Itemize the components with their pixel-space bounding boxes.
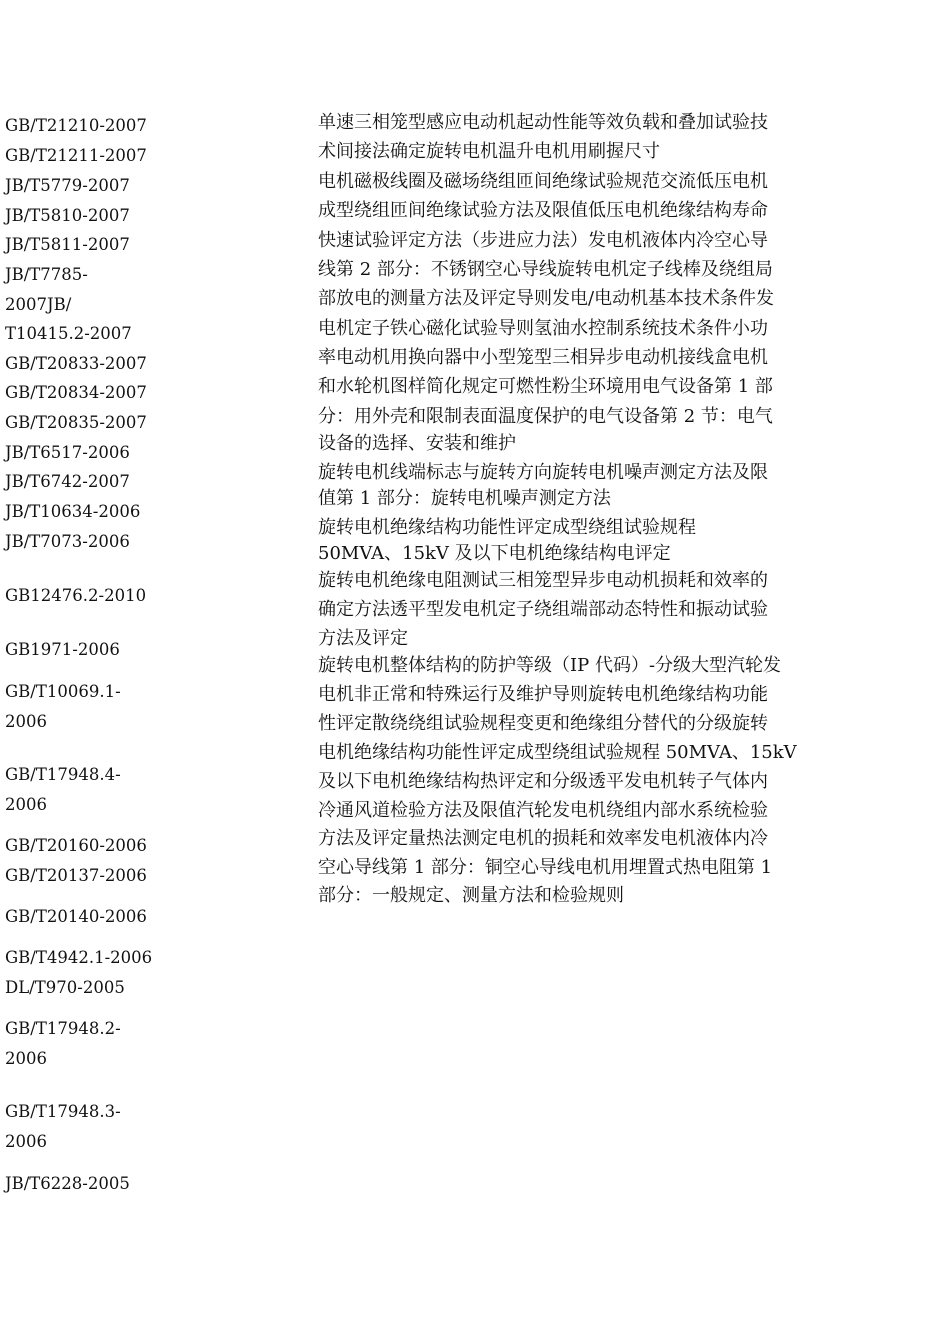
text-line: 性评定散绕绕组试验规程变更和绝缘组分替代的分级旋转 bbox=[318, 713, 768, 734]
text-line: 值第 1 部分：旋转电机噪声测定方法 bbox=[318, 488, 611, 509]
standard-code: 2006 bbox=[5, 1049, 47, 1068]
standard-code: 2006 bbox=[5, 712, 47, 731]
standard-code: JB/T5779-2007 bbox=[5, 176, 130, 195]
text-line: 电机绝缘结构功能性评定成型绕组试验规程 50MVA、15kV bbox=[318, 742, 797, 763]
standard-code: JB/T5811-2007 bbox=[5, 235, 130, 254]
standard-code: JB/T7785- bbox=[5, 265, 88, 284]
standard-code: GB/T20834-2007 bbox=[5, 383, 147, 402]
standard-code: JB/T5810-2007 bbox=[5, 206, 130, 225]
standard-code: T10415.2-2007 bbox=[5, 324, 132, 343]
text-line: 单速三相笼型感应电动机起动性能等效负载和叠加试验技 bbox=[318, 112, 768, 133]
standard-codes-column bbox=[5, 116, 155, 1193]
text-line: 电机磁极线圈及磁场绕组匝间绝缘试验规范交流低压电机 bbox=[318, 171, 768, 192]
text-line: 电机非正常和特殊运行及维护导则旋转电机绝缘结构功能 bbox=[318, 684, 768, 705]
text-line: 电机定子铁心磁化试验导则氢油水控制系统技术条件小功 bbox=[318, 318, 768, 339]
text-line: 术间接法确定旋转电机温升电机用刷握尺寸 bbox=[318, 141, 660, 162]
text-line: 方法及评定 bbox=[318, 628, 408, 649]
standard-code: GB/T21211-2007 bbox=[5, 146, 147, 165]
text-line: 成型绕组匝间绝缘试验方法及限值低压电机绝缘结构寿命 bbox=[318, 200, 768, 221]
standard-code: JB/T10634-2006 bbox=[5, 502, 141, 521]
standard-code: GB/T20140-2006 bbox=[5, 907, 147, 926]
standard-code: JB/T6742-2007 bbox=[5, 472, 130, 491]
standard-code: GB/T20160-2006 bbox=[5, 836, 147, 855]
text-line: 冷通风道检验方法及限值汽轮发电机绕组内部水系统检验 bbox=[318, 800, 768, 821]
standard-code: 2006 bbox=[5, 795, 47, 814]
standard-code: DL/T970-2005 bbox=[5, 978, 125, 997]
text-line: 线第 2 部分：不锈钢空心导线旋转电机定子线棒及绕组局 bbox=[318, 259, 773, 280]
standard-code: GB/T21210-2007 bbox=[5, 116, 147, 135]
standard-code: JB/T6228-2005 bbox=[5, 1174, 130, 1193]
text-line: 及以下电机绝缘结构热评定和分级透平发电机转子气体内 bbox=[318, 771, 768, 792]
standard-code: JB/T7073-2006 bbox=[5, 532, 130, 551]
standard-code: 2006 bbox=[5, 1132, 47, 1151]
text-line: 方法及评定量热法测定电机的损耗和效率发电机液体内冷 bbox=[318, 828, 768, 849]
standard-code: GB/T20835-2007 bbox=[5, 413, 147, 432]
text-line: 旋转电机整体结构的防护等级（IP 代码）-分级大型汽轮发 bbox=[318, 655, 782, 676]
standard-code: GB12476.2-2010 bbox=[5, 586, 147, 605]
text-line: 部放电的测量方法及评定导则发电/电动机基本技术条件发 bbox=[318, 288, 775, 309]
standard-code: GB/T17948.3- bbox=[5, 1102, 121, 1121]
text-line: 设备的选择、安装和维护 bbox=[318, 433, 516, 454]
text-line: 空心导线第 1 部分：铜空心导线电机用埋置式热电阻第 1 bbox=[318, 857, 773, 878]
standard-code: GB1971-2006 bbox=[5, 640, 120, 659]
text-line: 旋转电机绝缘结构功能性评定成型绕组试验规程 bbox=[318, 517, 696, 538]
standard-code: GB/T4942.1-2006 bbox=[5, 948, 153, 967]
standard-code: GB/T17948.4- bbox=[5, 765, 121, 784]
text-line: 确定方法透平型发电机定子绕组端部动态特性和振动试验 bbox=[318, 599, 768, 620]
text-line: 率电动机用换向器中小型笼型三相异步电动机接线盒电机 bbox=[318, 347, 768, 368]
standard-code: JB/T6517-2006 bbox=[5, 443, 130, 462]
standard-code: GB/T20833-2007 bbox=[5, 354, 147, 373]
text-line: 分：用外壳和限制表面温度保护的电气设备第 2 节：电气 bbox=[318, 406, 773, 427]
text-line: 部分：一般规定、测量方法和检验规则 bbox=[318, 885, 624, 906]
standard-code: GB/T17948.2- bbox=[5, 1019, 121, 1038]
text-line: 旋转电机线端标志与旋转方向旋转电机噪声测定方法及限 bbox=[318, 462, 768, 483]
standard-code: GB/T20137-2006 bbox=[5, 866, 147, 885]
text-line: 和水轮机图样简化规定可燃性粉尘环境用电气设备第 1 部 bbox=[318, 376, 773, 397]
standard-code: 2007JB/ bbox=[5, 295, 72, 314]
text-line: 50MVA、15kV 及以下电机绝缘结构电评定 bbox=[318, 543, 671, 564]
standard-code: GB/T10069.1- bbox=[5, 682, 121, 701]
text-line: 旋转电机绝缘电阻测试三相笼型异步电动机损耗和效率的 bbox=[318, 570, 768, 591]
text-line: 快速试验评定方法（步进应力法）发电机液体内冷空心导 bbox=[318, 230, 768, 251]
